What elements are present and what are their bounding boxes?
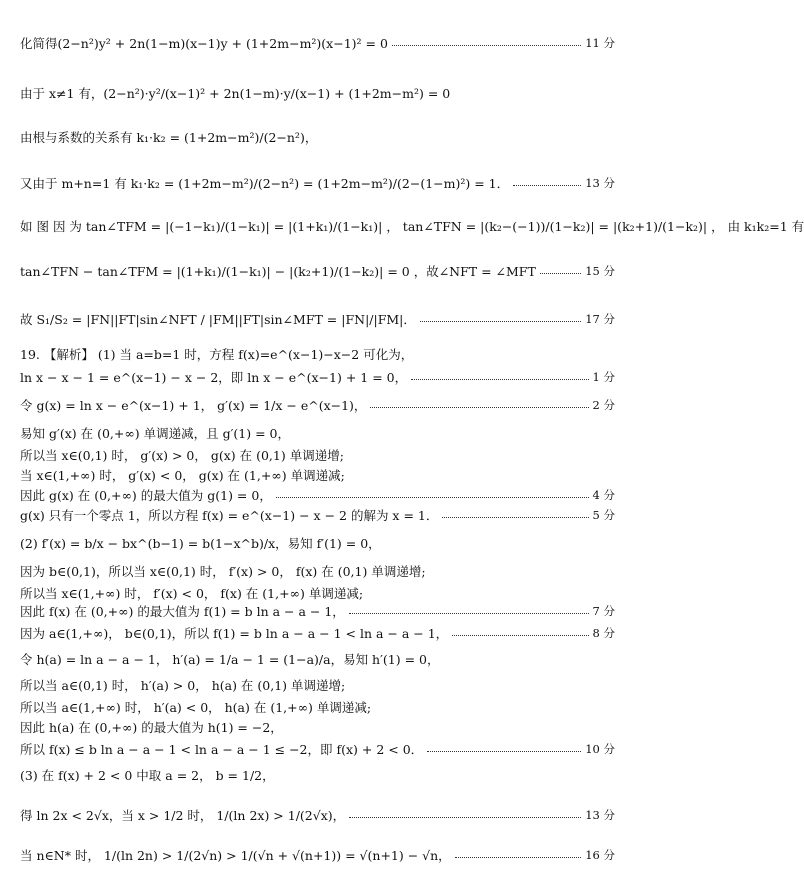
text-line [20, 562, 615, 580]
score-label: 10 分 [585, 742, 615, 756]
leader-dots [370, 407, 588, 408]
line-text: 所以当 x∈(0,1) 时， g′(x) > 0， g(x) 在 (0,1) 单调递增; [20, 448, 344, 463]
line-text: (3) 在 f(x) + 2 < 0 中取 a = 2， b = 1/2， [20, 768, 275, 783]
score-label: 11 分 [585, 36, 615, 50]
line-text: 因此 g(x) 在 (0,+∞) 的最大值为 g(1) = 0， [20, 488, 272, 503]
text-line [20, 506, 615, 524]
text-line [20, 584, 615, 602]
score-label: 4 分 [592, 488, 615, 502]
line-text: 因为 a∈(1,+∞)， b∈(0,1)，所以 f(1) = b ln a − a − 1 < ln a − a − 1， [20, 626, 449, 641]
line-text: 由于 x≠1 有，(2−n²)·y²/(x−1)² + 2n(1−m)·y/(x−1) + (1+2m−m²) = 0 [20, 86, 451, 101]
line-text: 得 ln 2x < 2√x，当 x > 1/2 时， 1/(ln 2x) > 1/(2√x)， [20, 808, 346, 823]
score-label: 1 分 [592, 370, 615, 384]
text-line [20, 84, 615, 102]
leader-dots [392, 45, 581, 46]
score-label: 7 分 [592, 604, 615, 618]
score-label: 15 分 [585, 264, 615, 278]
line-text: 令 g(x) = ln x − e^(x−1) + 1， g′(x) = 1/x − e^(x−1)， [20, 398, 367, 413]
text-line [20, 446, 615, 464]
text-line [20, 698, 615, 716]
text-line [20, 650, 615, 668]
text-line [20, 174, 615, 192]
score-label: 17 分 [585, 312, 615, 326]
line-text: 当 n∈N* 时， 1/(ln 2n) > 1/(2√n) > 1/(√n + √(n+1)) = √(n+1) − √n， [20, 848, 451, 863]
line-text: 如 图 因 为 tan∠TFM = |(−1−k₁)/(1−k₁)| = |(1+k₁)/(1−k₁)| ， tan∠TFN = |(k₂−(−1))/(1−k₂)| = |(k₂+1)/(1−k₂)| ， 由 k₁k₂=1 有 [20, 219, 804, 234]
text-line [20, 534, 615, 552]
text-line [20, 718, 615, 736]
text-line [20, 396, 615, 414]
line-text: 因为 b∈(0,1)，所以当 x∈(0,1) 时， f′(x) > 0， f(x) 在 (0,1) 单调递增; [20, 564, 426, 579]
score-label: 13 分 [585, 808, 615, 822]
text-line [20, 766, 615, 784]
score-label: 2 分 [592, 398, 615, 412]
text-line [20, 262, 615, 280]
text-line [20, 310, 615, 328]
line-text: ln x − x − 1 = e^(x−1) − x − 2，即 ln x − e^(x−1) + 1 = 0， [20, 370, 408, 385]
score-label: 5 分 [592, 508, 615, 522]
leader-dots [427, 751, 581, 752]
line-text: 所以当 x∈(1,+∞) 时， f′(x) < 0， f(x) 在 (1,+∞) 单调递减; [20, 586, 364, 601]
line-text: 19. 【解析】 (1) 当 a=b=1 时，方程 f(x)=e^(x−1)−x−2 可化为， [20, 347, 414, 362]
leader-dots [452, 635, 588, 636]
line-text: g(x) 只有一个零点 1，所以方程 f(x) = e^(x−1) − x − 2 的解为 x = 1． [20, 508, 439, 523]
text-line [20, 128, 615, 146]
text-line [20, 217, 804, 235]
line-text: 由根与系数的关系有 k₁·k₂ = (1+2m−m²)/(2−n²)， [20, 130, 318, 145]
leader-dots [420, 321, 581, 322]
leader-dots [276, 497, 589, 498]
leader-dots [349, 613, 589, 614]
line-text: 易知 g′(x) 在 (0,+∞) 单调递减，且 g′(1) = 0， [20, 426, 290, 441]
text-line [20, 676, 615, 694]
line-text: 化简得(2−n²)y² + 2n(1−m)(x−1)y + (1+2m−m²)(x−1)² = 0 [20, 36, 388, 51]
line-text: 因此 f(x) 在 (0,+∞) 的最大值为 f(1) = b ln a − a − 1， [20, 604, 345, 619]
text-line [20, 368, 615, 386]
text-line [20, 806, 615, 824]
leader-dots [411, 379, 588, 380]
text-line [20, 624, 615, 642]
line-text: 故 S₁/S₂ = |FN||FT|sin∠NFT / |FM||FT|sin∠MFT = |FN|/|FM|． [20, 312, 416, 327]
text-line [20, 34, 615, 52]
text-line [20, 466, 615, 484]
line-text: 又由于 m+n=1 有 k₁·k₂ = (1+2m−m²)/(2−n²) = (1+2m−m²)/(2−(1−m)²) = 1． [20, 176, 510, 191]
line-text: (2) f′(x) = b/x − bx^(b−1) = b(1−x^b)/x，易知 f′(1) = 0， [20, 536, 381, 551]
line-text: 令 h(a) = ln a − a − 1， h′(a) = 1/a − 1 = (1−a)/a，易知 h′(1) = 0， [20, 652, 440, 667]
leader-dots [513, 185, 581, 186]
line-text: tan∠TFN − tan∠TFM = |(1+k₁)/(1−k₁)| − |(k₂+1)/(1−k₂)| = 0 ，故∠NFT = ∠MFT [20, 264, 536, 279]
text-line [20, 602, 615, 620]
text-line [20, 486, 615, 504]
leader-dots [349, 817, 581, 818]
line-text: 所以 f(x) ≤ b ln a − a − 1 < ln a − a − 1 ≤ −2，即 f(x) + 2 < 0． [20, 742, 424, 757]
leader-dots [540, 273, 581, 274]
score-label: 13 分 [585, 176, 615, 190]
line-text: 所以当 a∈(0,1) 时， h′(a) > 0， h(a) 在 (0,1) 单调递增; [20, 678, 346, 693]
text-line [20, 846, 615, 864]
line-text: 所以当 a∈(1,+∞) 时， h′(a) < 0， h(a) 在 (1,+∞) 单调递减; [20, 700, 372, 715]
text-line [20, 424, 615, 442]
text-line [20, 345, 615, 363]
text-line [20, 740, 615, 758]
line-text: 因此 h(a) 在 (0,+∞) 的最大值为 h(1) = −2， [20, 720, 283, 735]
leader-dots [455, 857, 582, 858]
score-label: 16 分 [585, 848, 615, 862]
leader-dots [442, 517, 588, 518]
line-text: 当 x∈(1,+∞) 时， g′(x) < 0， g(x) 在 (1,+∞) 单调递减; [20, 468, 345, 483]
score-label: 8 分 [592, 626, 615, 640]
